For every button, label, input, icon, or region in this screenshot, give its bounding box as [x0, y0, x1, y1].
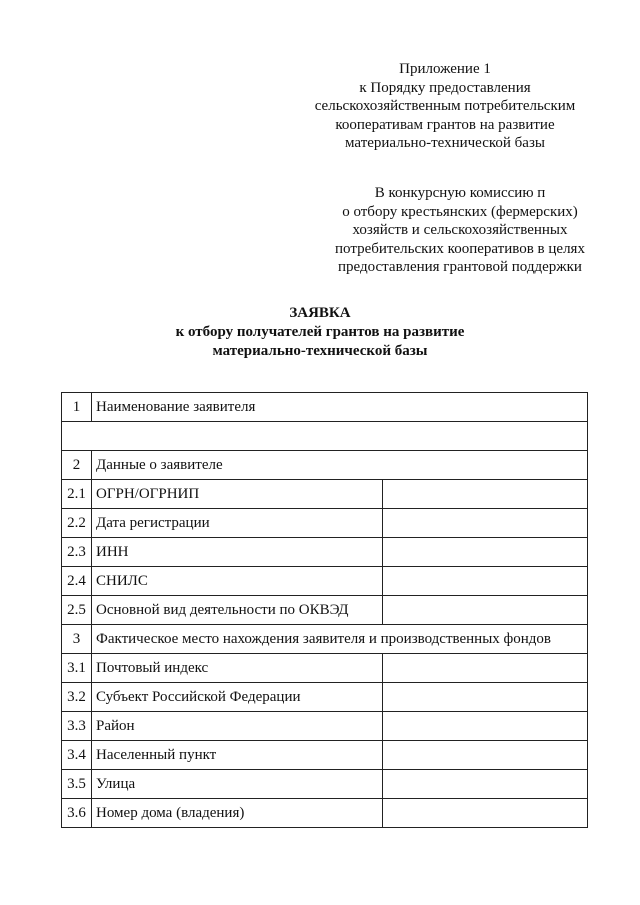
house-number-field[interactable]	[383, 799, 588, 828]
appendix-line: к Порядку предоставления	[359, 79, 531, 96]
addressee-line: хозяйств и сельскохозяйственных	[352, 222, 568, 238]
row-label: Номер дома (владения)	[92, 799, 383, 828]
row-label: Район	[92, 712, 383, 741]
table-row	[62, 567, 588, 596]
row-label: Почтовый индекс	[92, 654, 383, 683]
row-number: 3.3	[62, 712, 92, 741]
row-label: ИНН	[92, 538, 383, 567]
appendix-line: сельскохозяйственным потребительским	[314, 98, 576, 114]
street-field[interactable]	[383, 770, 588, 799]
inn-field[interactable]	[383, 538, 588, 567]
title-subtitle: материально-технической базы	[212, 343, 428, 359]
addressee-line: предоставления грантовой поддержки	[338, 259, 582, 275]
table-row	[62, 596, 588, 625]
addressee-block	[318, 184, 602, 277]
table-row	[62, 625, 588, 654]
table-row	[62, 712, 588, 741]
appendix-line: кооперативам грантов на развитие	[335, 116, 555, 133]
row-label: Фактическое место нахождения заявителя и производственных фондов	[92, 625, 588, 654]
table-row	[62, 799, 588, 828]
table-row	[62, 509, 588, 538]
row-number: 3.4	[62, 741, 92, 770]
addressee-line: о отбору крестьянских (фермерских)	[342, 203, 578, 220]
region-field[interactable]	[383, 683, 588, 712]
table-row	[62, 654, 588, 683]
settlement-field[interactable]	[383, 741, 588, 770]
okved-field[interactable]	[383, 596, 588, 625]
table-row	[62, 480, 588, 509]
row-number: 3	[62, 625, 92, 654]
row-number: 2.3	[62, 538, 92, 567]
title-heading: ЗАЯВКА	[289, 305, 351, 321]
registration-date-field[interactable]	[383, 509, 588, 538]
row-number: 3.2	[62, 683, 92, 712]
row-number: 2.1	[62, 480, 92, 509]
appendix-line: материально-технической базы	[345, 135, 545, 151]
row-number: 3.6	[62, 799, 92, 828]
applicant-name-field[interactable]	[62, 422, 588, 451]
table-row	[62, 451, 588, 480]
table-row	[62, 393, 588, 422]
snils-field[interactable]	[383, 567, 588, 596]
row-number: 2	[62, 451, 92, 480]
ogrn-field[interactable]	[383, 480, 588, 509]
row-label: Наименование заявителя	[92, 393, 588, 422]
row-label: Населенный пункт	[92, 741, 383, 770]
table-row	[62, 422, 588, 451]
row-number: 1	[62, 393, 92, 422]
row-number: 2.2	[62, 509, 92, 538]
district-field[interactable]	[383, 712, 588, 741]
addressee-line: В конкурсную комиссию п	[374, 185, 546, 201]
title-subtitle: к отбору получателей грантов на развитие	[175, 324, 465, 340]
row-label: Данные о заявителе	[92, 451, 588, 480]
row-label: ОГРН/ОГРНИП	[92, 480, 383, 509]
row-label: Улица	[92, 770, 383, 799]
application-form-table	[61, 392, 588, 828]
row-label: СНИЛС	[92, 567, 383, 596]
row-label: Основной вид деятельности по ОКВЭД	[92, 596, 383, 625]
row-number: 2.5	[62, 596, 92, 625]
table-row	[62, 683, 588, 712]
appendix-header	[300, 60, 590, 153]
row-label: Дата регистрации	[92, 509, 383, 538]
addressee-line: потребительских кооперативов в целях	[335, 240, 585, 257]
document-title	[0, 304, 640, 361]
table-row	[62, 770, 588, 799]
row-number: 3.5	[62, 770, 92, 799]
row-label: Субъект Российской Федерации	[92, 683, 383, 712]
postal-code-field[interactable]	[383, 654, 588, 683]
row-number: 3.1	[62, 654, 92, 683]
appendix-line: Приложение 1	[399, 61, 491, 77]
table-row	[62, 741, 588, 770]
table-row	[62, 538, 588, 567]
row-number: 2.4	[62, 567, 92, 596]
